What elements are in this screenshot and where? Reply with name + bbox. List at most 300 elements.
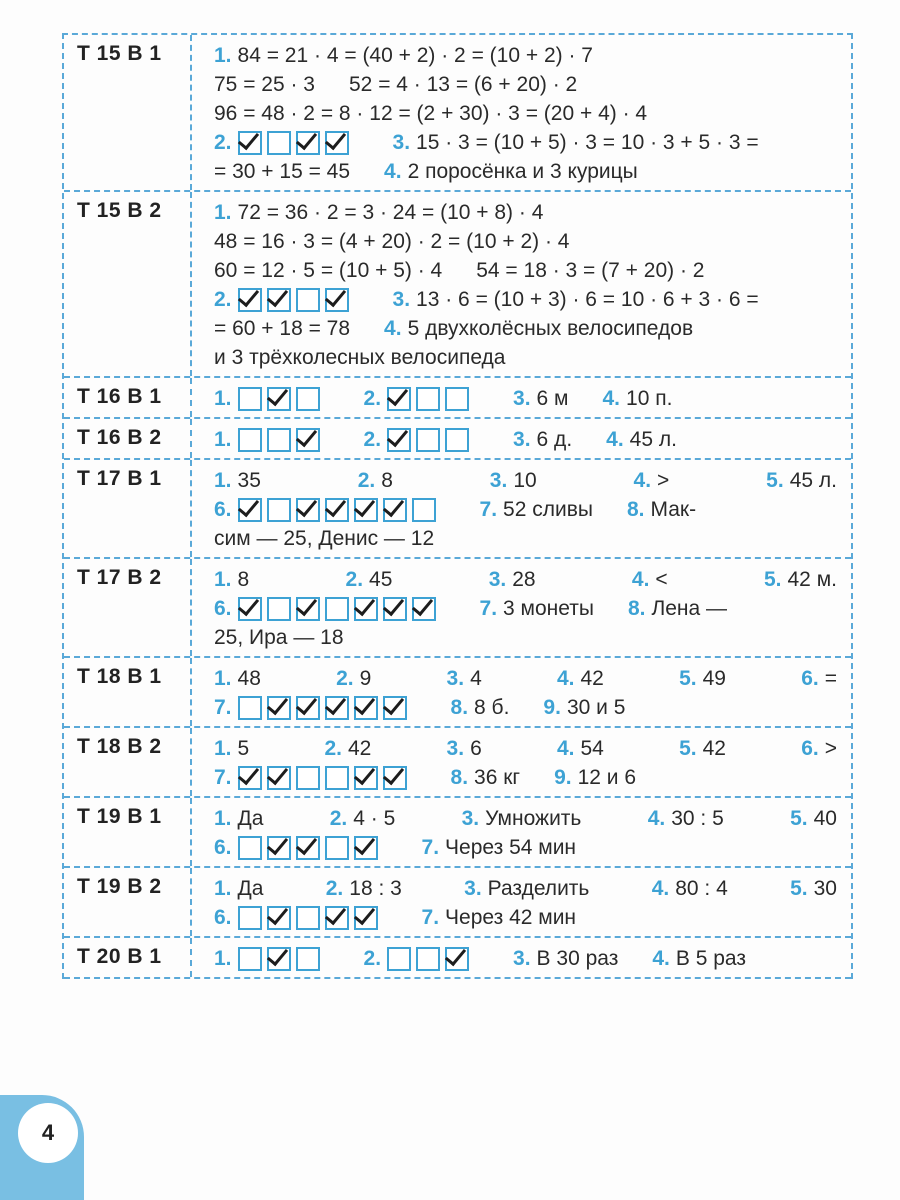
checked-checkbox — [383, 696, 407, 720]
answer-text: В 30 раз — [536, 947, 619, 970]
answer-text: Да — [237, 807, 264, 830]
answer-text: 54 — [580, 737, 604, 760]
checked-checkbox — [445, 947, 469, 971]
answer-content — [192, 460, 851, 557]
answer-item — [557, 664, 604, 693]
question-number: 4. — [631, 568, 650, 591]
question-number: 5. — [766, 469, 784, 492]
answer-text: 13 · 6 = (10 + 3) · 6 = 10 · 6 + 3 · 6 = — [416, 288, 759, 311]
answer-line — [214, 734, 837, 763]
question-number: 1. — [214, 428, 232, 451]
answer-text: 45 л. — [789, 469, 837, 492]
checked-checkbox — [238, 288, 262, 312]
answer-text: 45 л. — [629, 428, 677, 451]
question-number: 1. — [214, 807, 232, 830]
answer-text: 42 — [702, 737, 726, 760]
answer-line — [214, 804, 837, 833]
answer-text: > — [657, 469, 670, 492]
answer-text: 42 м. — [787, 568, 837, 591]
answer-text: 6 д. — [536, 428, 573, 451]
answer-text: 75 = 25 · 3 — [214, 73, 315, 96]
empty-checkbox — [416, 428, 440, 452]
test-variant-label: Т 17 В 1 — [64, 460, 192, 557]
answer-content — [192, 798, 851, 866]
answer-text: 84 = 21 · 4 = (40 + 2) · 2 = (10 + 2) · 7 — [237, 44, 593, 67]
checked-checkbox — [238, 498, 262, 522]
answer-item — [393, 128, 759, 157]
question-number: 7. — [214, 766, 232, 789]
answer-item — [543, 693, 625, 722]
answer-item — [557, 734, 604, 763]
checkbox-group — [387, 428, 469, 452]
question-number: 4. — [651, 877, 670, 900]
answer-line — [214, 944, 837, 973]
empty-checkbox — [238, 696, 262, 720]
answer-text: 25, Ира — 18 — [214, 626, 344, 649]
test-variant-label: Т 15 В 2 — [64, 192, 192, 376]
answer-line — [214, 314, 837, 343]
answer-text: 6 — [470, 737, 482, 760]
answer-row — [64, 378, 851, 419]
checked-checkbox — [267, 288, 291, 312]
checked-checkbox — [238, 766, 262, 790]
answer-line — [214, 833, 837, 862]
answer-text: 30 и 5 — [566, 696, 626, 719]
checkbox-group — [387, 387, 469, 411]
question-number: 3. — [488, 568, 507, 591]
checked-checkbox — [267, 906, 291, 930]
answer-line — [214, 285, 837, 314]
answer-text: 2 поросёнка и 3 курицы — [407, 160, 638, 183]
answer-table — [62, 33, 853, 979]
answer-item — [476, 256, 704, 285]
answer-item — [214, 594, 446, 623]
answer-content — [192, 728, 851, 796]
answer-item — [652, 944, 746, 973]
empty-checkbox — [325, 597, 349, 621]
question-number: 2. — [325, 877, 344, 900]
checkbox-group — [238, 906, 378, 930]
test-variant-label: Т 19 В 2 — [64, 868, 192, 936]
question-number: 2. — [336, 667, 354, 690]
checked-checkbox — [354, 906, 378, 930]
answer-text: 15 · 3 = (10 + 5) · 3 = 10 · 3 + 5 · 3 = — [416, 131, 759, 154]
answer-line — [214, 425, 837, 454]
answer-text: 52 сливы — [503, 498, 593, 521]
answer-item — [679, 664, 726, 693]
question-number: 2. — [363, 387, 382, 410]
answer-text: 4 — [470, 667, 482, 690]
answer-content — [192, 559, 851, 656]
answer-content — [192, 938, 851, 977]
answer-row — [64, 35, 851, 192]
checked-checkbox — [354, 597, 378, 621]
checked-checkbox — [296, 696, 320, 720]
answer-text: 30 — [813, 877, 837, 900]
empty-checkbox — [387, 947, 411, 971]
answer-item — [801, 734, 837, 763]
answer-line — [214, 384, 837, 413]
question-number: 7. — [421, 836, 440, 859]
checked-checkbox — [387, 387, 411, 411]
question-number: 2. — [329, 807, 348, 830]
question-number: 7. — [479, 498, 498, 521]
question-number: 1. — [214, 201, 232, 224]
test-variant-label: Т 19 В 1 — [64, 798, 192, 866]
checkbox-group — [238, 696, 407, 720]
answer-item — [214, 495, 446, 524]
answer-text: Разделить — [487, 877, 590, 900]
answer-text: Лена — — [651, 597, 728, 620]
answer-item — [652, 874, 728, 903]
answer-item — [214, 384, 330, 413]
question-number: 3. — [489, 469, 508, 492]
empty-checkbox — [238, 947, 262, 971]
answer-text: 48 = 16 · 3 = (4 + 20) · 2 = (10 + 2) · 4 — [214, 230, 570, 253]
answer-text: Через 54 мин — [445, 836, 577, 859]
answer-text: 5 двухколёсных велосипедов — [407, 317, 694, 340]
answer-text: 9 — [359, 667, 372, 690]
answer-text: 8 — [237, 568, 250, 591]
question-number: 6. — [214, 836, 232, 859]
question-number: 2. — [363, 947, 382, 970]
answer-item — [764, 565, 837, 594]
question-number: 4. — [384, 160, 402, 183]
question-number: 4. — [647, 807, 666, 830]
answer-item — [214, 944, 330, 973]
answer-item — [214, 734, 249, 763]
answer-text: 30 : 5 — [671, 807, 724, 830]
checked-checkbox — [267, 947, 291, 971]
empty-checkbox — [267, 597, 291, 621]
answer-text: 42 — [347, 737, 372, 760]
answer-text: 45 — [369, 568, 393, 591]
empty-checkbox — [267, 428, 291, 452]
answer-item — [462, 804, 582, 833]
answer-item — [422, 833, 577, 862]
empty-checkbox — [325, 836, 349, 860]
answer-item — [490, 466, 537, 495]
checkbox-group — [238, 766, 407, 790]
empty-checkbox — [416, 947, 440, 971]
question-number: 8. — [626, 498, 645, 521]
answer-item — [214, 874, 263, 903]
question-number: 2. — [214, 131, 232, 154]
answer-row — [64, 728, 851, 798]
empty-checkbox — [296, 288, 320, 312]
checkbox-group — [238, 498, 436, 522]
checkbox-group — [238, 387, 320, 411]
test-variant-label: Т 16 В 1 — [64, 378, 192, 417]
answer-text: 96 = 48 · 2 = 8 · 12 = (2 + 30) · 3 = (20 + 4) · 4 — [214, 102, 648, 125]
answer-line — [214, 594, 837, 623]
answer-item — [606, 425, 677, 454]
empty-checkbox — [445, 387, 469, 411]
answer-item — [422, 903, 577, 932]
question-number: 1. — [214, 568, 232, 591]
empty-checkbox — [238, 836, 262, 860]
answer-item — [790, 804, 837, 833]
question-number: 9. — [554, 766, 572, 789]
question-number: 4. — [633, 469, 652, 492]
answer-text: 48 — [237, 667, 261, 690]
checked-checkbox — [354, 498, 378, 522]
checked-checkbox — [412, 597, 436, 621]
checked-checkbox — [296, 498, 320, 522]
question-number: 3. — [446, 667, 465, 690]
answer-line — [214, 903, 837, 932]
question-number: 4. — [652, 947, 670, 970]
answer-text: и 3 трёхколесных велосипеда — [214, 346, 506, 369]
question-number: 6. — [214, 498, 232, 521]
question-number: 1. — [214, 947, 232, 970]
checked-checkbox — [383, 597, 407, 621]
question-number: 3. — [464, 877, 482, 900]
answer-item — [336, 664, 371, 693]
answer-content — [192, 35, 851, 190]
answer-line — [214, 157, 837, 186]
question-number: 3. — [513, 947, 531, 970]
answer-item — [214, 664, 261, 693]
answer-content — [192, 192, 851, 376]
answer-content — [192, 419, 851, 458]
answer-item — [628, 594, 727, 623]
question-number: 2. — [324, 737, 342, 760]
checked-checkbox — [267, 766, 291, 790]
answer-item — [214, 198, 543, 227]
answer-item — [513, 425, 572, 454]
empty-checkbox — [238, 387, 262, 411]
answer-text: 52 = 4 · 13 = (6 + 20) · 2 — [349, 73, 578, 96]
checked-checkbox — [354, 766, 378, 790]
answer-text: < — [655, 568, 668, 591]
test-variant-label: Т 17 В 2 — [64, 559, 192, 656]
answer-item — [447, 664, 482, 693]
answer-text: В 5 раз — [675, 947, 746, 970]
page-number: 4 — [18, 1103, 78, 1163]
checkbox-group — [238, 428, 320, 452]
answer-item — [324, 734, 371, 763]
question-number: 4. — [556, 737, 575, 760]
answer-text: 42 — [580, 667, 604, 690]
answer-item — [214, 70, 315, 99]
answer-line — [214, 524, 837, 553]
question-number: 7. — [479, 597, 498, 620]
answer-text: 60 = 12 · 5 = (10 + 5) · 4 — [214, 259, 443, 282]
checked-checkbox — [325, 906, 349, 930]
checked-checkbox — [383, 498, 407, 522]
empty-checkbox — [296, 947, 320, 971]
question-number: 3. — [446, 737, 465, 760]
answer-row — [64, 938, 851, 979]
answer-row — [64, 419, 851, 460]
answer-text: 36 кг — [474, 766, 521, 789]
answer-item — [214, 99, 647, 128]
answer-item — [214, 157, 350, 186]
question-number: 9. — [543, 696, 561, 719]
checked-checkbox — [354, 836, 378, 860]
question-number: 3. — [392, 288, 411, 311]
answer-text: 8 — [381, 469, 393, 492]
question-number: 4. — [556, 667, 575, 690]
empty-checkbox — [296, 766, 320, 790]
question-number: 8. — [450, 766, 469, 789]
answer-line — [214, 227, 837, 256]
answer-text: сим — 25, Денис — 12 — [214, 527, 435, 550]
empty-checkbox — [416, 387, 440, 411]
question-number: 2. — [357, 469, 376, 492]
question-number: 4. — [602, 387, 621, 410]
answer-item — [489, 565, 536, 594]
answer-item — [464, 874, 589, 903]
checked-checkbox — [296, 131, 320, 155]
answer-row — [64, 192, 851, 378]
question-number: 1. — [214, 877, 232, 900]
answer-item — [384, 314, 693, 343]
answer-item — [214, 41, 593, 70]
question-number: 5. — [679, 667, 697, 690]
checkbox-group — [238, 131, 349, 155]
checked-checkbox — [325, 131, 349, 155]
answer-item — [364, 944, 480, 973]
answer-item — [766, 466, 837, 495]
checked-checkbox — [267, 836, 291, 860]
answer-line — [214, 99, 837, 128]
answer-text: 80 : 4 — [675, 877, 728, 900]
answer-item — [326, 874, 402, 903]
answer-item — [480, 495, 593, 524]
question-number: 8. — [450, 696, 469, 719]
answer-line — [214, 565, 837, 594]
answer-item — [790, 874, 837, 903]
checkbox-group — [238, 947, 320, 971]
answer-item — [648, 804, 724, 833]
answer-text: 10 — [513, 469, 537, 492]
answer-item — [214, 763, 417, 792]
answer-text: 3 монеты — [503, 597, 594, 620]
question-number: 1. — [214, 44, 232, 67]
answer-text: Через 42 мин — [445, 906, 577, 929]
answer-item — [214, 693, 417, 722]
test-variant-label: Т 20 В 1 — [64, 938, 192, 977]
answer-text: 54 = 18 · 3 = (7 + 20) · 2 — [476, 259, 705, 282]
answer-item — [364, 384, 480, 413]
answer-item — [603, 384, 673, 413]
question-number: 1. — [214, 387, 232, 410]
checked-checkbox — [325, 288, 349, 312]
checkbox-group — [238, 288, 349, 312]
question-number: 3. — [513, 428, 531, 451]
answer-item — [214, 466, 261, 495]
answer-item — [214, 804, 263, 833]
answer-line — [214, 70, 837, 99]
answer-line — [214, 128, 837, 157]
checked-checkbox — [238, 597, 262, 621]
checked-checkbox — [296, 836, 320, 860]
answer-row — [64, 658, 851, 728]
answer-item — [214, 565, 249, 594]
empty-checkbox — [267, 498, 291, 522]
answer-item — [513, 384, 568, 413]
answer-item — [513, 944, 618, 973]
answer-item — [364, 425, 480, 454]
answer-item — [214, 128, 359, 157]
question-number: 7. — [214, 696, 232, 719]
answer-item — [214, 256, 442, 285]
checked-checkbox — [383, 766, 407, 790]
empty-checkbox — [296, 387, 320, 411]
question-number: 1. — [214, 737, 232, 760]
answer-item — [214, 623, 344, 652]
question-number: 3. — [513, 387, 531, 410]
answer-line — [214, 623, 837, 652]
question-number: 1. — [214, 667, 232, 690]
empty-checkbox — [412, 498, 436, 522]
answer-item — [214, 524, 434, 553]
question-number: 6. — [214, 906, 232, 929]
answer-item — [634, 466, 670, 495]
answer-line — [214, 198, 837, 227]
empty-checkbox — [325, 766, 349, 790]
question-number: 1. — [214, 469, 232, 492]
empty-checkbox — [238, 428, 262, 452]
answer-content — [192, 658, 851, 726]
answer-row — [64, 798, 851, 868]
answer-text: 8 б. — [474, 696, 510, 719]
answer-line — [214, 466, 837, 495]
test-variant-label: Т 16 В 2 — [64, 419, 192, 458]
question-number: 3. — [392, 131, 411, 154]
question-number: 3. — [461, 807, 480, 830]
empty-checkbox — [238, 906, 262, 930]
answer-item — [214, 227, 569, 256]
checked-checkbox — [325, 696, 349, 720]
checked-checkbox — [267, 387, 291, 411]
checked-checkbox — [238, 131, 262, 155]
answer-row — [64, 559, 851, 658]
question-number: 6. — [214, 597, 232, 620]
answer-item — [214, 833, 388, 862]
answer-text: Умножить — [485, 807, 582, 830]
answer-item — [214, 314, 350, 343]
checkbox-group — [387, 947, 469, 971]
answer-text: Мак- — [650, 498, 697, 521]
answer-line — [214, 495, 837, 524]
checkbox-group — [238, 597, 436, 621]
answer-row — [64, 868, 851, 938]
question-number: 5. — [790, 877, 808, 900]
answer-line — [214, 343, 837, 372]
checkbox-group — [238, 836, 378, 860]
question-number: 2. — [363, 428, 382, 451]
question-number: 2. — [214, 288, 232, 311]
answer-item — [214, 285, 359, 314]
answer-line — [214, 256, 837, 285]
answer-text: 35 — [237, 469, 261, 492]
answer-item — [349, 70, 577, 99]
answer-text: = — [824, 667, 837, 690]
checked-checkbox — [354, 696, 378, 720]
question-number: 4. — [384, 317, 402, 340]
answer-text: 18 : 3 — [349, 877, 402, 900]
empty-checkbox — [296, 906, 320, 930]
answer-line — [214, 41, 837, 70]
answer-content — [192, 378, 851, 417]
answer-text: 5 — [237, 737, 250, 760]
checked-checkbox — [296, 597, 320, 621]
answer-line — [214, 693, 837, 722]
answer-item — [214, 425, 330, 454]
